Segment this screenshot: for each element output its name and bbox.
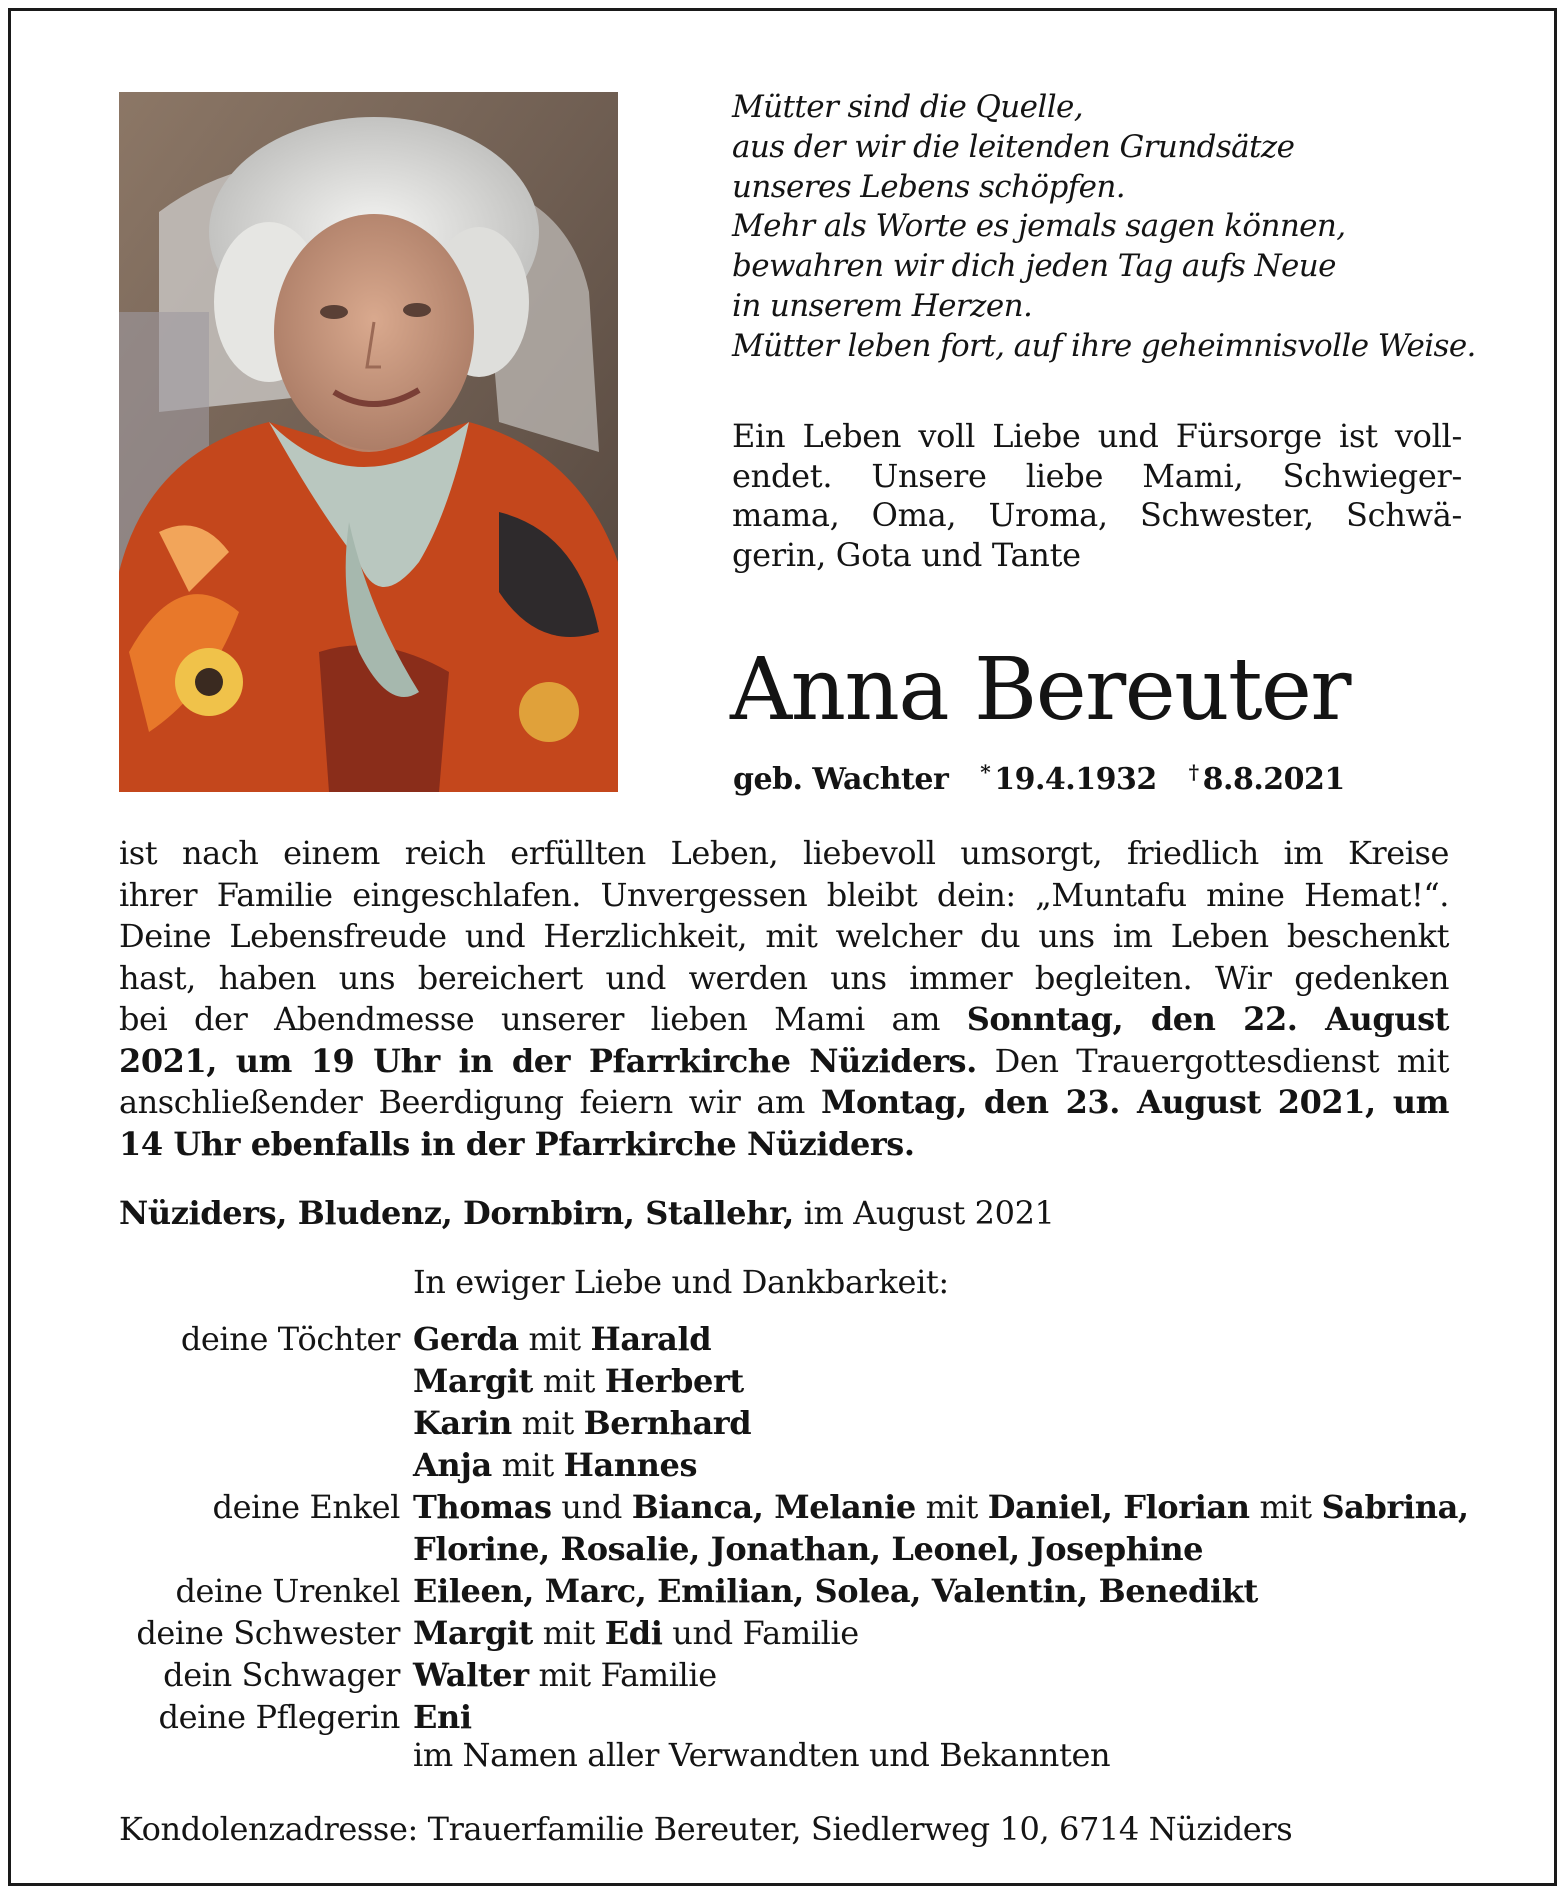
mass-time-place: 2021, um 19 Uhr in der Pfarrkirche Nüziders. — [119, 1041, 977, 1080]
family-label: deine Pflegerin — [158, 1698, 400, 1736]
body-line: ihrer Familie eingeschlafen. Unvergessen bleibt dein: „Muntafu mine Hemat!“. — [119, 875, 1449, 914]
poem-line: Mütter leben fort, auf ihre geheimnisvolle Weise. — [732, 327, 1476, 364]
funeral-date: Montag, den 23. August 2021, um — [821, 1083, 1449, 1121]
family-conj: mit — [542, 1362, 595, 1400]
place-date-line — [119, 1193, 1449, 1233]
mass-date: Sonntag, den 22. August — [966, 1000, 1449, 1038]
family-name: Edi — [604, 1614, 663, 1652]
family-label: dein Schwager — [163, 1656, 400, 1694]
family-name: Herbert — [604, 1362, 744, 1400]
family-label: deine Enkel — [212, 1488, 400, 1526]
family-names — [413, 1612, 1500, 1654]
towns: Nüziders, Bludenz, Dornbirn, Stallehr, — [119, 1194, 794, 1232]
deceased-dates — [733, 762, 1493, 797]
family-names — [413, 1486, 1500, 1570]
family-row-great-grandchildren — [100, 1570, 1500, 1612]
family-name: Margit — [413, 1614, 533, 1652]
family-name: Bernhard — [583, 1404, 752, 1442]
family-conj: mit — [528, 1320, 581, 1358]
family-names — [413, 1570, 1500, 1612]
family-names — [413, 1318, 1500, 1486]
birth-date: 19.4.1932 — [994, 762, 1157, 797]
family-name: Daniel, Florian — [987, 1488, 1250, 1526]
intro-line: mama, Oma, Uroma, Schwester, Schwä- — [732, 496, 1462, 535]
family-conj: mit Familie — [538, 1656, 717, 1694]
poem — [732, 88, 1492, 367]
body-line — [119, 1041, 1449, 1083]
family-row-sister — [100, 1612, 1500, 1654]
family-label: deine Urenkel — [175, 1572, 400, 1610]
family-conj: und — [561, 1488, 622, 1526]
deceased-name: Anna Bereuter — [730, 640, 1351, 740]
intro-line: endet. Unsere liebe Mami, Schwieger- — [732, 456, 1462, 495]
death-symbol: † — [1188, 760, 1199, 784]
closing-line: im Namen aller Verwandten und Bekannten — [413, 1736, 1111, 1774]
intro-line: Ein Leben voll Liebe und Fürsorge ist voll- — [732, 417, 1462, 455]
family-name: Gerda — [413, 1320, 519, 1358]
family-row-daughters — [100, 1318, 1500, 1486]
poem-line: aus der wir die leitenden Grundsätze — [732, 128, 1295, 165]
obituary-body — [119, 833, 1449, 1165]
family-name: Margit — [413, 1362, 533, 1400]
body-line: ist nach einem reich erfüllten Leben, liebevoll umsorgt, friedlich im Kreise — [119, 834, 1449, 872]
family-row-grandchildren — [100, 1486, 1500, 1570]
family-names — [413, 1654, 1500, 1696]
family-name: Walter — [413, 1656, 529, 1694]
family-conj: mit — [1259, 1488, 1312, 1526]
poem-line: in unserem Herzen. — [732, 287, 1033, 324]
family-name: Sabrina, — [1321, 1488, 1469, 1526]
portrait-illustration — [119, 92, 618, 792]
family-name: Eni — [413, 1698, 472, 1736]
family-list — [100, 1318, 1500, 1738]
body-line: hast, haben uns bereichert und werden uns immer begleiten. Wir gedenken — [119, 958, 1449, 997]
body-line — [119, 1124, 1449, 1166]
family-conj: mit — [521, 1404, 574, 1442]
body-text: bei der Abendmesse unserer lieben Mami am — [119, 1000, 940, 1038]
family-names — [413, 1696, 1500, 1738]
family-conj: mit — [501, 1446, 554, 1484]
family-name: Harald — [590, 1320, 712, 1358]
poem-line: bewahren wir dich jeden Tag aufs Neue — [732, 248, 1336, 285]
family-label: deine Schwester — [136, 1614, 400, 1652]
condolence-address: Kondolenzadresse: Trauerfamilie Bereuter, Siedlerweg 10, 6714 Nüziders — [119, 1810, 1293, 1848]
family-name: Hannes — [563, 1446, 698, 1484]
body-line: Deine Lebensfreude und Herzlichkeit, mit welcher du uns im Leben beschenkt — [119, 917, 1449, 955]
portrait-photo — [119, 92, 618, 792]
family-row-caregiver — [100, 1696, 1500, 1738]
family-name: Anja — [413, 1446, 492, 1484]
birth-symbol: * — [980, 760, 991, 784]
family-conj: mit — [542, 1614, 595, 1652]
family-conj: und Familie — [672, 1614, 859, 1652]
thanks-line: In ewiger Liebe und Dankbarkeit: — [413, 1263, 949, 1301]
family-name: Thomas — [413, 1488, 552, 1526]
maiden-name: geb. Wachter — [733, 762, 949, 797]
month-year: im August 2021 — [803, 1194, 1055, 1232]
intro-line: gerin, Gota und Tante — [732, 536, 1081, 575]
family-name: Karin — [413, 1404, 512, 1442]
body-text: anschließender Beerdigung feiern wir am — [119, 1083, 805, 1121]
family-name: Bianca, Melanie — [631, 1488, 916, 1526]
funeral-time-place: 14 Uhr ebenfalls in der Pfarrkirche Nüziders. — [119, 1124, 915, 1163]
poem-line: unseres Lebens schöpfen. — [732, 168, 1125, 205]
family-label: deine Töchter — [180, 1320, 400, 1358]
family-name: Florine, Rosalie, Jonathan, Leonel, Josephine — [413, 1530, 1204, 1568]
family-row-brother-in-law — [100, 1654, 1500, 1696]
poem-line: Mehr als Worte es jemals sagen können, — [732, 208, 1346, 245]
family-name: Eileen, Marc, Emilian, Solea, Valentin, Benedikt — [413, 1572, 1258, 1610]
body-text: Den Trauergottesdienst mit — [994, 1041, 1450, 1080]
death-date: 8.8.2021 — [1202, 762, 1345, 797]
body-line — [119, 999, 1449, 1041]
body-line — [119, 1082, 1449, 1124]
poem-line: Mütter sind die Quelle, — [732, 89, 1084, 125]
family-conj: mit — [925, 1488, 978, 1526]
intro-text — [732, 417, 1462, 576]
